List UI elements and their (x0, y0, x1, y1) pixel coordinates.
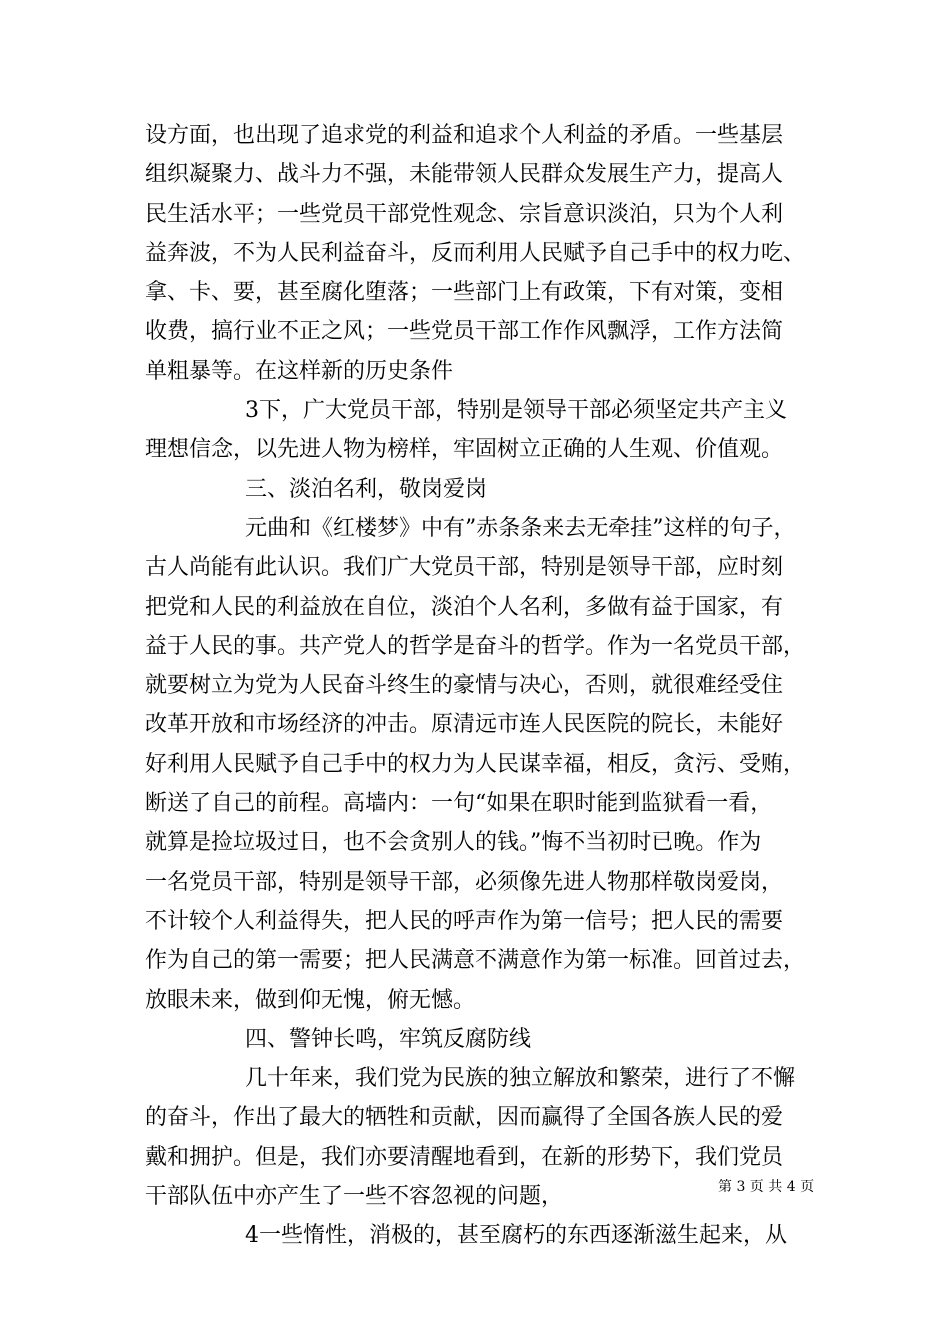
text-line: 的奋斗，作出了最大的牺牲和贡献，因而赢得了全国各族人民的爱 (145, 1105, 784, 1131)
text-line: 就要树立为党为人民奋斗终生的豪情与决心，否则，就很难经受住 (145, 673, 784, 699)
text-line: 不计较个人利益得失，把人民的呼声作为第一信号；把人民的需要 (145, 908, 784, 934)
text-line: 三、淡泊名利，敬岗爱岗 (245, 476, 488, 502)
text-line: 收费，搞行业不正之风；一些党员干部工作作风飘浮，工作方法简 (145, 319, 784, 345)
text-line: 元曲和《红楼梦》中有”赤条条来去无牵挂”这样的句子， (245, 515, 796, 541)
text-line: 改革开放和市场经济的冲击。原清远市连人民医院的院长，未能好 (145, 712, 784, 738)
text-line: 古人尚能有此认识。我们广大党员干部，特别是领导干部，应时刻 (145, 555, 784, 581)
document-body (145, 116, 813, 1256)
text-line: 民生活水平；一些党员干部党性观念、宗旨意识淡泊，只为个人利 (145, 201, 784, 227)
text-line: 作为自己的第一需要；把人民满意不满意作为第一标准。回首过去， (145, 948, 806, 974)
text-line: 3下，广大党员干部，特别是领导干部必须坚定共产主义 (245, 398, 787, 424)
text-line: 理想信念，以先进人物为榜样，牢固树立正确的人生观、价值观。 (145, 437, 784, 463)
text-line: 断送了自己的前程。高墙内：一句“如果在职时能到监狱看一看， (145, 791, 773, 817)
text-line: 单粗暴等。在这样新的历史条件 (145, 358, 454, 384)
text-line: 一名党员干部，特别是领导干部，必须像先进人物那样敬岗爱岗， (145, 869, 784, 895)
text-line: 几十年来，我们党为民族的独立解放和繁荣，进行了不懈 (245, 1066, 796, 1092)
text-line: 组织凝聚力、战斗力不强，未能带领人民群众发展生产力，提高人 (145, 162, 784, 188)
text-line: 4一些惰性，消极的，甚至腐朽的东西逐渐滋生起来，从 (245, 1223, 787, 1249)
text-line: 四、警钟长鸣，牢筑反腐防线 (245, 1026, 532, 1052)
text-line: 好利用人民赋予自己手中的权力为人民谋幸福，相反，贪污、受贿， (145, 751, 806, 777)
text-line: 拿、卡、要，甚至腐化堕落；一些部门上有政策，下有对策，变相 (145, 280, 784, 306)
page-footer: 第 3 页 共 4 页 (718, 1179, 815, 1195)
text-line: 放眼未来，做到仰无愧，俯无憾。 (145, 987, 476, 1013)
text-line: 设方面，也出现了追求党的利益和追求个人利益的矛盾。一些基层 (145, 123, 784, 148)
text-line: 戴和拥护。但是，我们亦要清醒地看到，在新的形势下，我们党员 (145, 1144, 784, 1170)
text-line: 干部队伍中亦产生了一些不容忽视的问题， (145, 1184, 564, 1210)
text-line: 就算是捡垃圾过日，也不会贪别人的钱。”悔不当初时已晚。作为 (145, 830, 762, 856)
text-line: 益奔波，不为人民利益奋斗，反而利用人民赋予自己手中的权力吃、 (145, 240, 806, 266)
text-line: 把党和人民的利益放在自位，淡泊个人名利，多做有益于国家，有 (145, 594, 784, 620)
text-line: 益于人民的事。共产党人的哲学是奋斗的哲学。作为一名党员干部， (145, 633, 806, 659)
